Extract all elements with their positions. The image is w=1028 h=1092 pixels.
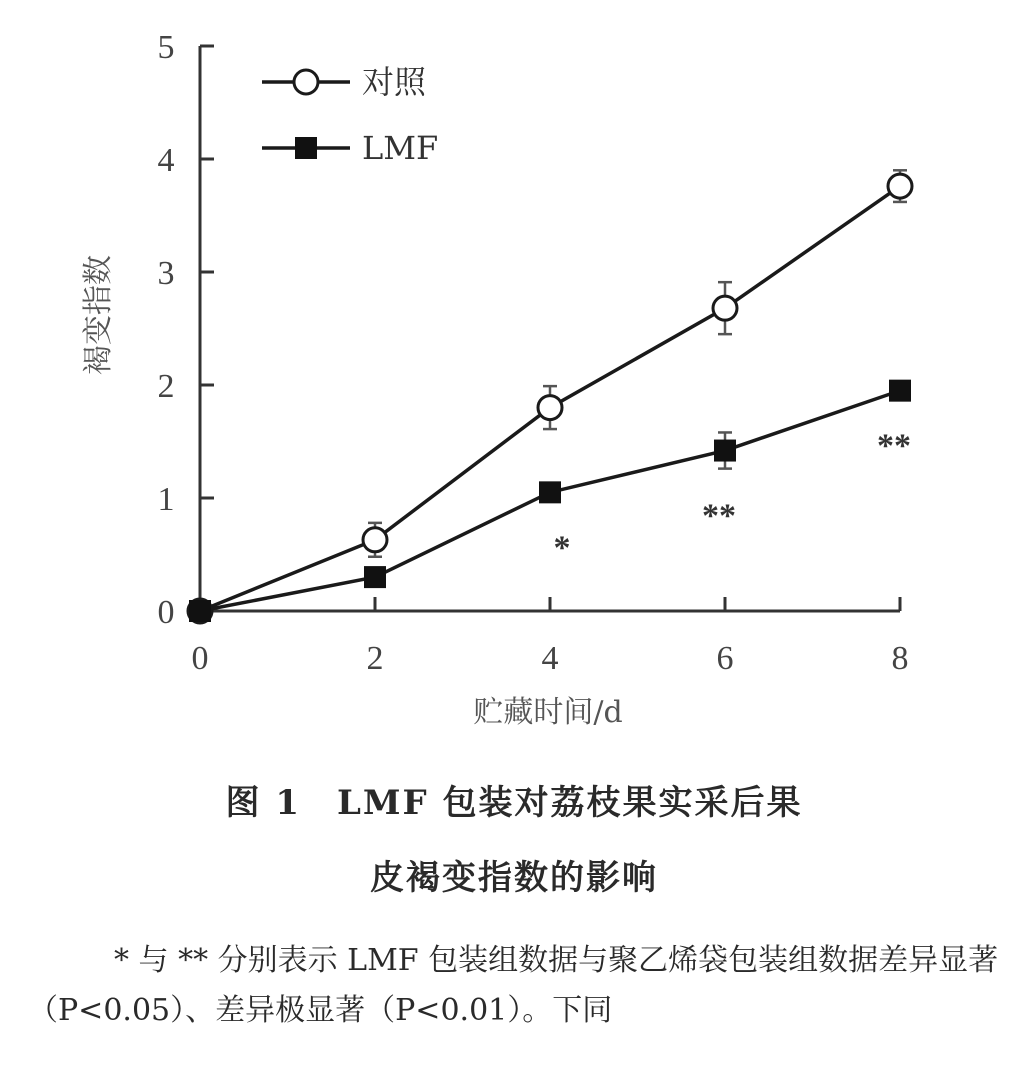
data-point-circle — [538, 396, 562, 420]
y-tick-label: 5 — [157, 29, 175, 66]
legend-marker-circle — [294, 70, 318, 94]
figure-caption-line-2: 皮褐变指数的影响 — [370, 858, 658, 898]
significance-mark: ** — [877, 427, 911, 465]
chart-legend — [262, 63, 438, 167]
y-tick-label: 1 — [157, 481, 175, 518]
y-tick-label: 2 — [157, 368, 175, 405]
y-tick-label: 3 — [157, 255, 175, 292]
data-point-square — [539, 481, 561, 503]
data-point-square — [714, 440, 736, 462]
legend-label: 对照 — [362, 63, 427, 101]
significance-note: * 与 ** 分别表示 LMF 包装组数据与聚乙烯袋包装组数据差异显著（P<0.05）、差异极显著（P<0.01）。下同 — [28, 943, 999, 1028]
significance-mark: ** — [702, 497, 736, 535]
x-tick-label: 8 — [891, 640, 909, 677]
data-point-square — [889, 380, 911, 402]
significance-mark: * — [553, 529, 571, 567]
legend-marker-square — [295, 137, 317, 159]
chart-series-layer — [188, 170, 912, 623]
legend-label: LMF — [362, 129, 439, 167]
figure-caption-line-1: 图 1 LMF 包装对荔枝果实采后果 — [225, 783, 803, 823]
x-tick-label: 4 — [541, 640, 559, 677]
chart-axes — [158, 29, 909, 677]
data-point-circle — [713, 296, 737, 320]
x-tick-label: 2 — [366, 640, 384, 677]
legend-entry-lmf — [262, 129, 438, 167]
y-tick-label: 4 — [157, 142, 175, 179]
y-tick-label: 0 — [157, 594, 175, 631]
x-axis-title: 贮藏时间/d — [473, 695, 623, 730]
y-axis-title: 褐变指数 — [81, 255, 116, 375]
legend-entry-control — [262, 63, 427, 101]
x-tick-label: 6 — [716, 640, 734, 677]
x-tick-label: 0 — [191, 640, 209, 677]
data-point-circle — [888, 174, 912, 198]
data-point-square — [189, 600, 211, 622]
series-control — [188, 170, 912, 623]
data-point-circle — [363, 528, 387, 552]
data-point-square — [364, 566, 386, 588]
